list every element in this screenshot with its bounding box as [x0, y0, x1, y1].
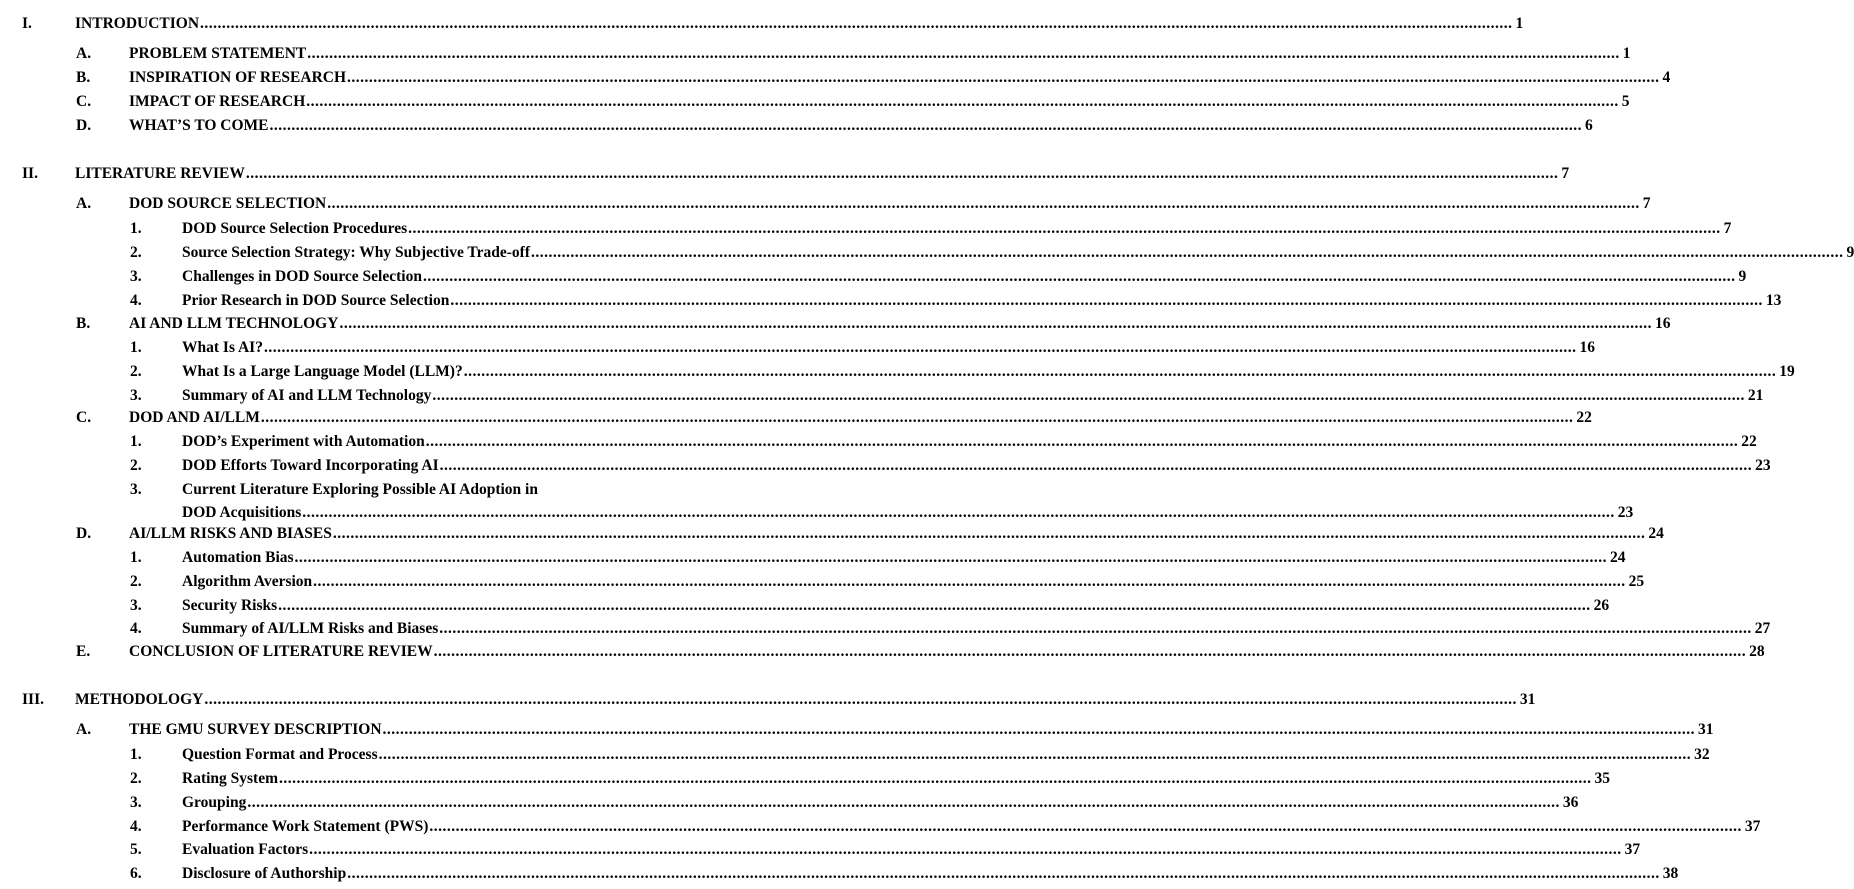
- toc-entry[interactable]: [0, 312, 1671, 336]
- dot-leader: ............................................................................................................................................................................................................................................................................................................: [279, 770, 1592, 787]
- toc-entry-title: AI AND LLM TECHNOLOGY: [129, 315, 339, 332]
- toc-entry-page-number: 9: [1846, 244, 1854, 261]
- dot-leader: ............................................................................................................................................................................................................................................................................................................: [432, 387, 1745, 404]
- toc-entry-title: Source Selection Strategy: Why Subjective Trade-off: [182, 244, 530, 261]
- dot-leader: ............................................................................................................................................................................................................................................................................................................: [307, 45, 1620, 62]
- toc-entry[interactable]: [0, 570, 1645, 594]
- toc-entry-page-number: 23: [1617, 504, 1634, 521]
- toc-entry-number: 2.: [130, 244, 142, 261]
- toc-entry-page-number: 16: [1654, 315, 1671, 332]
- toc-entry[interactable]: [0, 336, 1595, 360]
- dot-leader: ............................................................................................................................................................................................................................................................................................................: [422, 268, 1736, 285]
- toc-entry-title-line1: Current Literature Exploring Possible AI Adoption in: [182, 481, 538, 498]
- toc-entry-page-number: 22: [1741, 433, 1757, 450]
- toc-entry-number: 1.: [130, 339, 142, 356]
- toc-entry[interactable]: [0, 862, 1679, 886]
- dot-leader: ............................................................................................................................................................................................................................................................................................................: [245, 165, 1559, 182]
- toc-entry[interactable]: [0, 478, 1634, 524]
- toc-entry-title: Security Risks: [182, 597, 278, 614]
- toc-entry-number: I.: [22, 15, 32, 32]
- toc-entry-title: AI/LLM RISKS AND BIASES: [129, 525, 332, 542]
- toc-entry[interactable]: [0, 265, 1747, 289]
- toc-entry-title: Grouping: [182, 794, 247, 811]
- toc-entry[interactable]: [0, 743, 1710, 767]
- toc-entry-number: 5.: [130, 841, 142, 858]
- toc-entry[interactable]: [0, 384, 1764, 408]
- toc-entry-number: 6.: [130, 865, 142, 882]
- dot-leader: ............................................................................................................................................................................................................................................................................................................: [302, 504, 1615, 521]
- toc-entry[interactable]: [0, 430, 1757, 454]
- toc-entry-title: THE GMU SURVEY DESCRIPTION: [129, 721, 382, 738]
- toc-entry-number: 4.: [130, 620, 142, 637]
- toc-entry-title: Question Format and Process: [182, 746, 378, 763]
- toc-entry-page-number: 22: [1576, 409, 1592, 426]
- toc-entry-title: CONCLUSION OF LITERATURE REVIEW: [129, 643, 433, 660]
- dot-leader: ............................................................................................................................................................................................................................................................................................................: [263, 339, 1577, 356]
- toc-entry-page-number: 13: [1765, 292, 1782, 309]
- toc-entry-title: What Is a Large Language Model (LLM)?: [182, 363, 463, 380]
- toc-entry-page-number: 1: [1622, 45, 1631, 62]
- toc-entry-page-number: 6: [1585, 117, 1593, 134]
- toc-entry-page-number: 25: [1628, 573, 1645, 590]
- toc-entry-title: DOD’s Experiment with Automation: [182, 433, 425, 450]
- toc-entry[interactable]: [0, 767, 1611, 791]
- toc-entry-title: WHAT’S TO COME: [129, 117, 269, 134]
- dot-leader: ............................................................................................................................................................................................................................................................................................................: [439, 457, 1753, 474]
- toc-entry[interactable]: [0, 617, 1771, 641]
- toc-entry-title: DOD AND AI/LLM: [129, 409, 260, 426]
- toc-entry[interactable]: [0, 217, 1732, 241]
- dot-leader: ............................................................................................................................................................................................................................................................................................................: [306, 93, 1619, 110]
- toc-entry[interactable]: [0, 192, 1651, 216]
- toc-entry-number: 3.: [130, 597, 142, 614]
- toc-entry-number: 3.: [130, 268, 142, 285]
- toc-entry-title: DOD Efforts Toward Incorporating AI: [182, 457, 439, 474]
- dot-leader: ............................................................................................................................................................................................................................................................................................................: [408, 220, 1721, 237]
- dot-leader: ............................................................................................................................................................................................................................................................................................................: [200, 15, 1513, 32]
- toc-entry-number: D.: [76, 117, 92, 134]
- dot-leader: ............................................................................................................................................................................................................................................................................................................: [332, 525, 1646, 542]
- toc-entry-page-number: 24: [1610, 549, 1626, 566]
- toc-entry-title: LITERATURE REVIEW: [75, 165, 245, 182]
- toc-entry[interactable]: [0, 360, 1795, 384]
- toc-entry[interactable]: [0, 241, 1854, 265]
- toc-entry-number: 3.: [130, 481, 142, 498]
- toc-entry-number: 1.: [130, 746, 142, 763]
- toc-entry-number: 2.: [130, 363, 142, 380]
- toc-entry-page-number: 31: [1519, 691, 1536, 708]
- toc-entry[interactable]: [0, 42, 1631, 66]
- toc-entry-page-number: 7: [1561, 165, 1570, 182]
- toc-entry[interactable]: [0, 522, 1664, 546]
- toc-entry-page-number: 38: [1662, 865, 1679, 882]
- toc-entry-title: IMPACT OF RESEARCH: [129, 93, 306, 110]
- toc-entry-page-number: 24: [1648, 525, 1664, 542]
- toc-entry-page-number: 21: [1747, 387, 1764, 404]
- toc-entry-page-number: 7: [1723, 220, 1732, 237]
- toc-entry-page-number: 35: [1594, 770, 1611, 787]
- toc-entry-number: 2.: [130, 770, 142, 787]
- toc-entry-page-number: 26: [1593, 597, 1610, 614]
- toc-entry-page-number: 27: [1754, 620, 1771, 637]
- toc-entry-number: 4.: [130, 818, 142, 835]
- toc-entry[interactable]: [0, 406, 1592, 430]
- dot-leader: ............................................................................................................................................................................................................................................................................................................: [269, 117, 1583, 134]
- toc-entry-number: B.: [76, 69, 91, 86]
- toc-entry[interactable]: [0, 114, 1593, 138]
- toc-entry-title: What Is AI?: [182, 339, 263, 356]
- toc-entry[interactable]: [0, 838, 1641, 862]
- toc-entry-title: DOD Acquisitions: [182, 504, 302, 521]
- toc-entry[interactable]: [0, 594, 1610, 618]
- toc-entry-title: Challenges in DOD Source Selection: [182, 268, 422, 285]
- dot-leader: ............................................................................................................................................................................................................................................................................................................: [294, 549, 1608, 566]
- dot-leader: ............................................................................................................................................................................................................................................................................................................: [439, 620, 1752, 637]
- toc-entry-number: D.: [76, 525, 92, 542]
- toc-entry-page-number: 19: [1779, 363, 1795, 380]
- toc-entry-title: Rating System: [182, 770, 279, 787]
- dot-leader: ............................................................................................................................................................................................................................................................................................................: [382, 721, 1696, 738]
- toc-entry[interactable]: [0, 546, 1626, 570]
- dot-leader: ............................................................................................................................................................................................................................................................................................................: [347, 69, 1660, 86]
- dot-leader: ............................................................................................................................................................................................................................................................................................................: [327, 195, 1640, 212]
- toc-entry-number: C.: [76, 93, 92, 110]
- toc-entry-title: Prior Research in DOD Source Selection: [182, 292, 450, 309]
- toc-entry-page-number: 37: [1624, 841, 1641, 858]
- toc-entry-number: 3.: [130, 387, 142, 404]
- dot-leader: ............................................................................................................................................................................................................................................................................................................: [378, 746, 1692, 763]
- toc-entry-number: 1.: [130, 220, 142, 237]
- dot-leader: ............................................................................................................................................................................................................................................................................................................: [278, 597, 1591, 614]
- toc-entry-page-number: 36: [1562, 794, 1579, 811]
- toc-entry[interactable]: [0, 90, 1630, 114]
- toc-entry-title: Evaluation Factors: [182, 841, 309, 858]
- toc-entry-title: DOD Source Selection Procedures: [182, 220, 408, 237]
- toc-entry[interactable]: [0, 815, 1761, 839]
- toc-entry-number: 2.: [130, 457, 142, 474]
- toc-entry-page-number: 5: [1621, 93, 1630, 110]
- toc-entry-title: DOD SOURCE SELECTION: [129, 195, 327, 212]
- dot-leader: ............................................................................................................................................................................................................................................................................................................: [531, 244, 1844, 261]
- toc-entry-title: Summary of AI and LLM Technology: [182, 387, 432, 404]
- toc-entry-title: Disclosure of Authorship: [182, 865, 347, 882]
- toc-entry-page-number: 1: [1515, 15, 1524, 32]
- toc-entry-number: A.: [76, 721, 92, 738]
- dot-leader: ............................................................................................................................................................................................................................................................................................................: [463, 363, 1777, 380]
- toc-entry-number: 2.: [130, 573, 142, 590]
- toc-entry-number: E.: [76, 643, 91, 660]
- toc-entry-number: 1.: [130, 549, 142, 566]
- toc-entry[interactable]: [0, 718, 1714, 742]
- toc-entry[interactable]: [0, 162, 1570, 186]
- toc-entry-number: A.: [76, 195, 92, 212]
- toc-entry-title: Algorithm Aversion: [182, 573, 313, 590]
- toc-entry-title: INSPIRATION OF RESEARCH: [129, 69, 347, 86]
- toc-entry[interactable]: [0, 12, 1524, 36]
- toc-entry[interactable]: [0, 688, 1536, 712]
- toc-entry-page-number: 9: [1738, 268, 1747, 285]
- toc-entry-page-number: 7: [1642, 195, 1651, 212]
- dot-leader: ............................................................................................................................................................................................................................................................................................................: [347, 865, 1660, 882]
- dot-leader: ............................................................................................................................................................................................................................................................................................................: [260, 409, 1574, 426]
- dot-leader: ............................................................................................................................................................................................................................................................................................................: [450, 292, 1763, 309]
- toc-entry-title: Automation Bias: [182, 549, 294, 566]
- dot-leader: ............................................................................................................................................................................................................................................................................................................: [204, 691, 1517, 708]
- dot-leader: ............................................................................................................................................................................................................................................................................................................: [313, 573, 1626, 590]
- toc-entry-title: METHODOLOGY: [75, 691, 204, 708]
- toc-entry-page-number: 32: [1694, 746, 1710, 763]
- toc-entry[interactable]: [0, 640, 1765, 664]
- toc-entry-title: PROBLEM STATEMENT: [129, 45, 307, 62]
- toc-entry-title: Performance Work Statement (PWS): [182, 818, 429, 835]
- toc-entry[interactable]: [0, 66, 1671, 90]
- toc-entry-page-number: 31: [1698, 721, 1714, 738]
- toc-entry-page-number: 23: [1755, 457, 1771, 474]
- toc-entry[interactable]: [0, 289, 1782, 313]
- toc-entry[interactable]: [0, 791, 1579, 815]
- dot-leader: ............................................................................................................................................................................................................................................................................................................: [433, 643, 1747, 660]
- dot-leader: ............................................................................................................................................................................................................................................................................................................: [425, 433, 1739, 450]
- toc-entry-page-number: 4: [1662, 69, 1671, 86]
- toc-entry-page-number: 16: [1579, 339, 1595, 356]
- toc-entry-page-number: 28: [1749, 643, 1765, 660]
- toc-entry-number: 4.: [130, 292, 142, 309]
- toc-entry-title: INTRODUCTION: [75, 15, 200, 32]
- toc-entry-number: 3.: [130, 794, 142, 811]
- toc-entry-number: III.: [22, 691, 44, 708]
- toc-entry-title: Summary of AI/LLM Risks and Biases: [182, 620, 439, 637]
- toc-entry-page-number: 37: [1744, 818, 1761, 835]
- toc-entry-number: A.: [76, 45, 92, 62]
- dot-leader: ............................................................................................................................................................................................................................................................................................................: [247, 794, 1560, 811]
- dot-leader: ............................................................................................................................................................................................................................................................................................................: [309, 841, 1622, 858]
- dot-leader: ............................................................................................................................................................................................................................................................................................................: [429, 818, 1742, 835]
- toc-entry[interactable]: [0, 454, 1771, 478]
- toc-entry-number: II.: [22, 165, 38, 182]
- toc-entry-number: B.: [76, 315, 91, 332]
- toc-entry-number: C.: [76, 409, 92, 426]
- toc-entry-number: 1.: [130, 433, 142, 450]
- dot-leader: ............................................................................................................................................................................................................................................................................................................: [339, 315, 1652, 332]
